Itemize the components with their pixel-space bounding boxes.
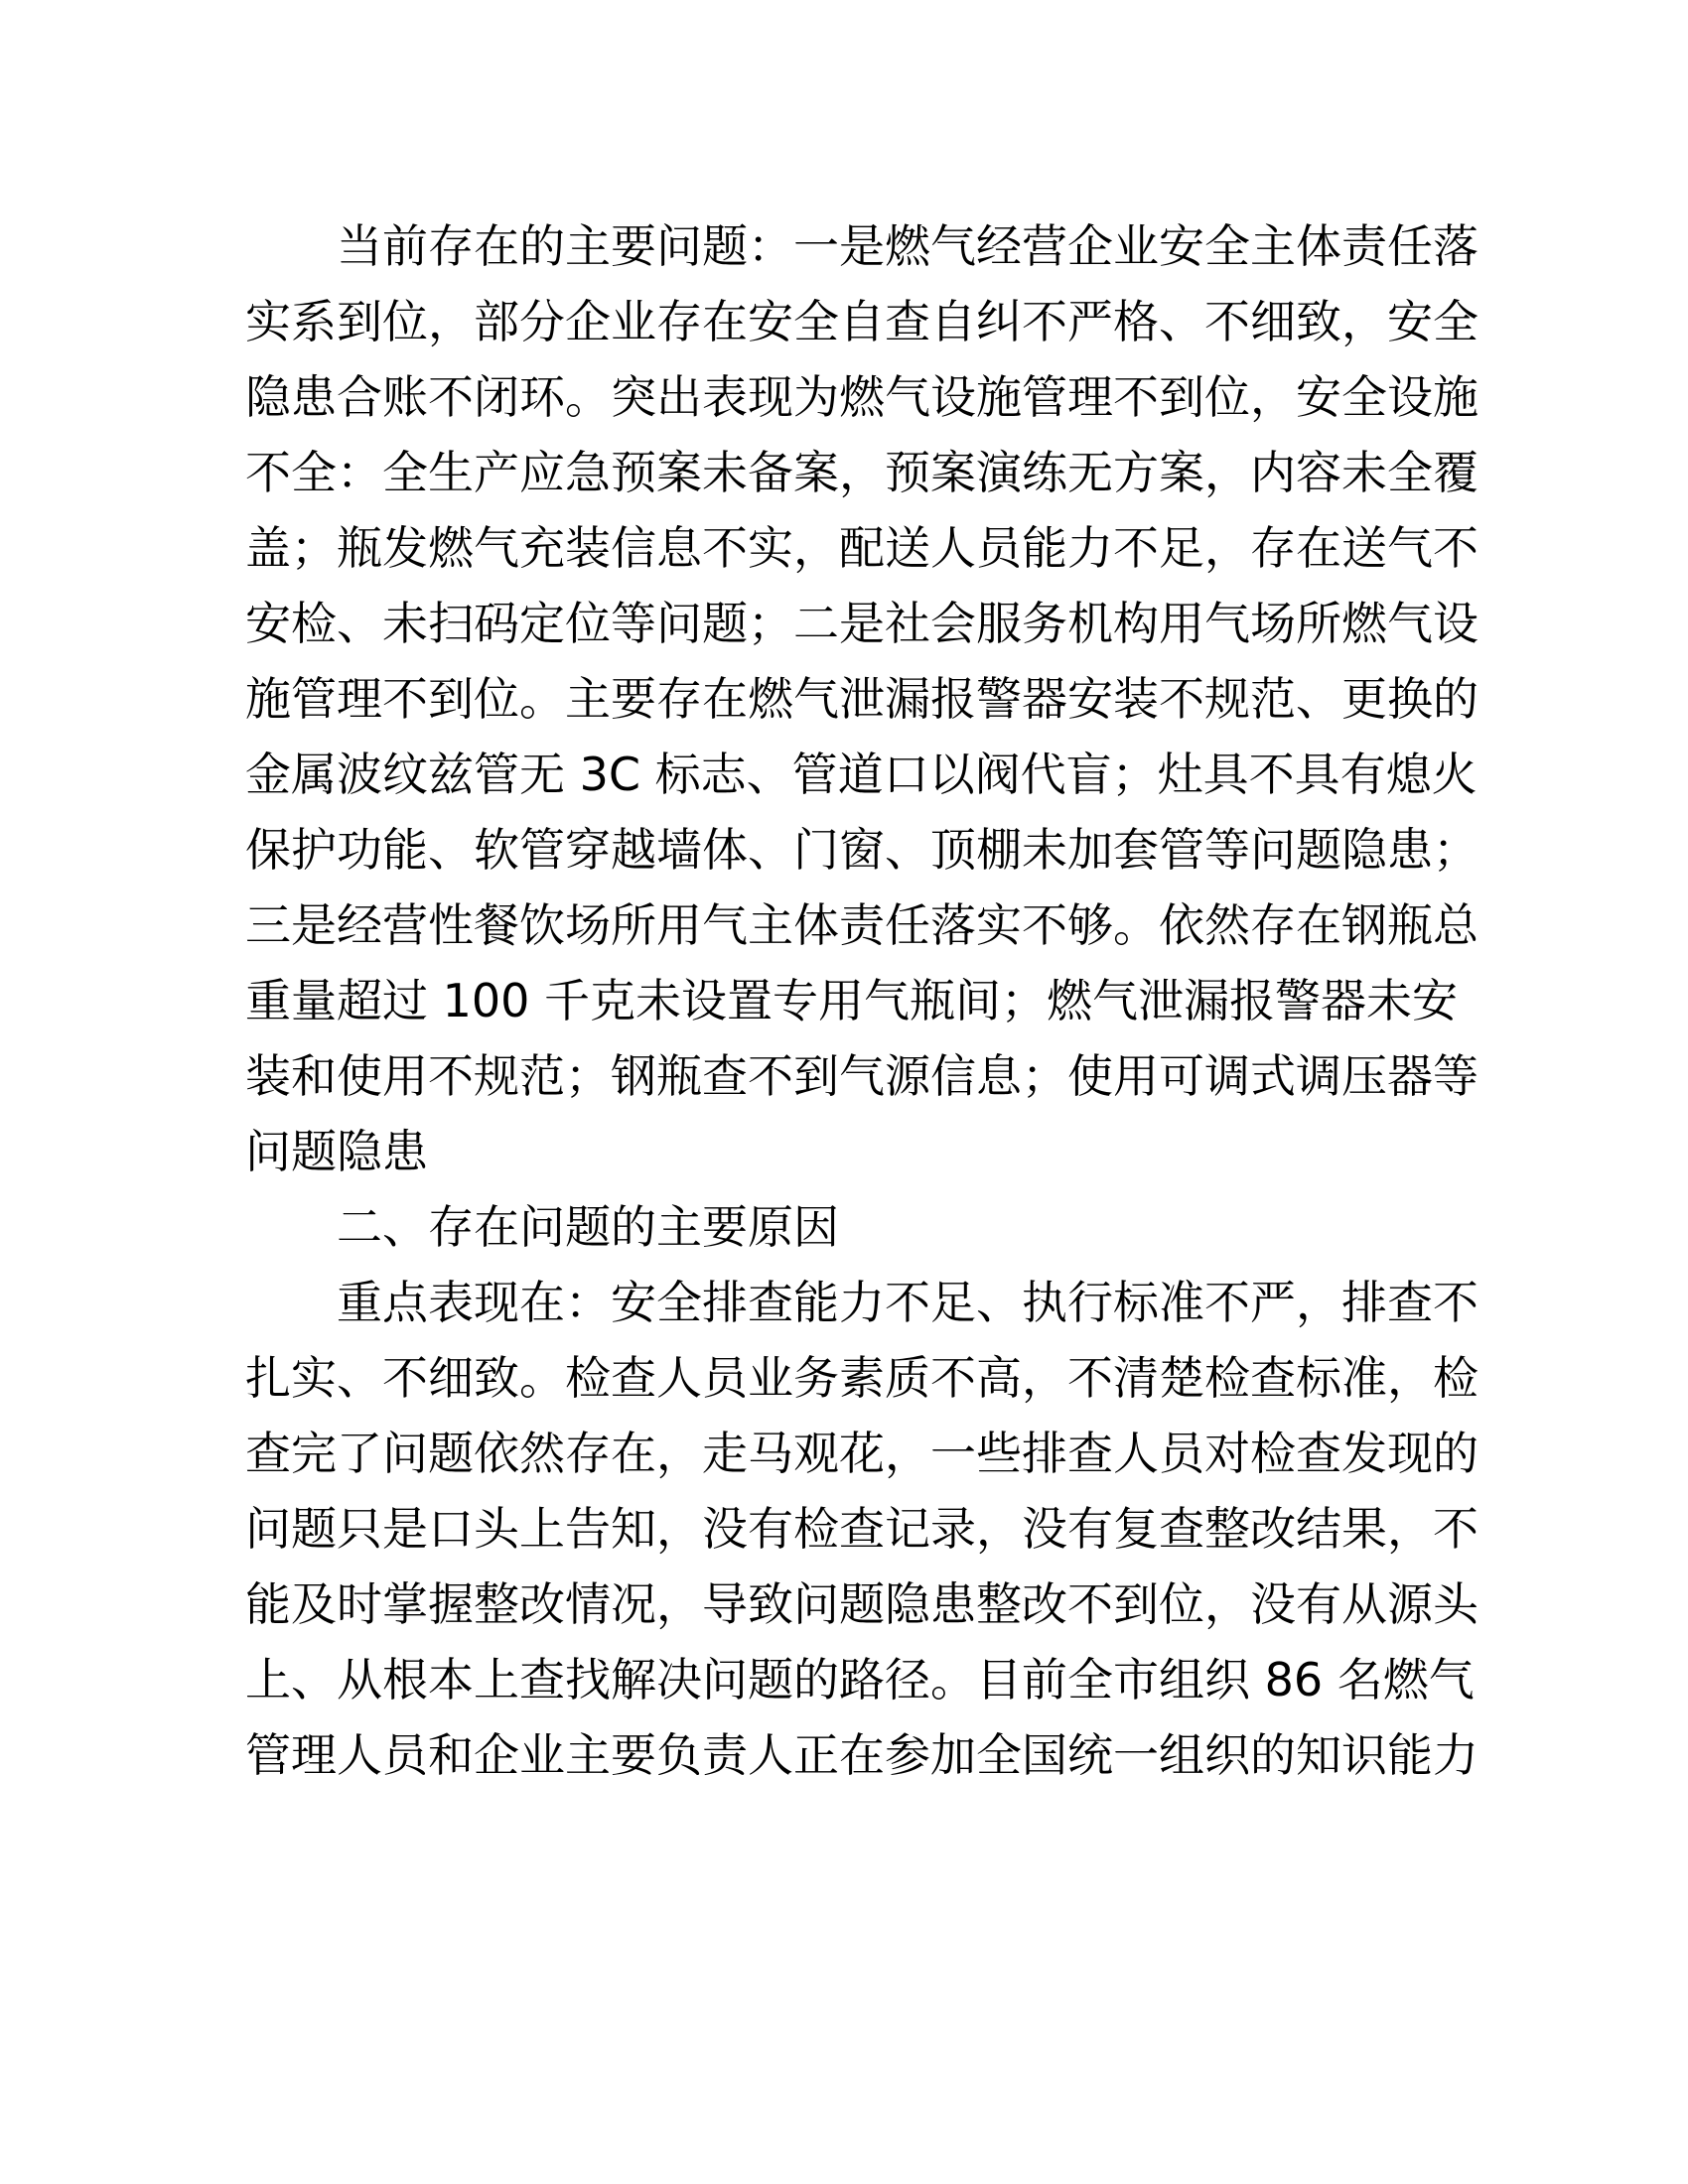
text-line: 重量超过 100 千克未设置专用气瓶间；燃气泄漏报警器未安 [245,974,1459,1027]
text-line: 查完了问题依然存在，走马观花，一些排查人员对检查发现的 [245,1427,1478,1480]
text-line: 金属波纹兹管无 3C 标志、管道口以阀代盲；灶具不具有熄火 [245,748,1477,801]
text-line: 三是经营性餐饮场所用气主体责任落实不够。依然存在钢瓶总 [245,898,1478,952]
text-line: 能及时掌握整改情况，导致问题隐患整改不到位，没有从源头 [245,1577,1478,1631]
text-line: 上、从根本上查找解决问题的路径。目前全市组织 86 名燃气 [245,1653,1475,1706]
paragraph-causes [245,1265,1478,1793]
text-line: 保护功能、软管穿越墙体、门窗、顶棚未加套管等问题隐患； [245,823,1478,877]
text-line: 安检、未扫码定位等问题；二是社会服务机构用气场所燃气设 [245,597,1478,650]
heading-line: 二、存在问题的主要原因 [245,1200,839,1254]
text-line: 当前存在的主要问题：一是燃气经营企业安全主体责任落 [245,219,1478,273]
text-line: 装和使用不规范；钢瓶查不到气源信息；使用可调式调压器等 [245,1049,1478,1103]
section-heading [245,1189,1437,1265]
document-page [245,208,1478,1793]
text-line: 不全：全生产应急预案未备案，预案演练无方案，内容未全覆 [245,446,1478,499]
text-line: 实系到位，部分企业存在安全自查自纠不严格、不细致，安全 [245,295,1478,348]
text-line: 问题隐患 [245,1125,428,1178]
text-line: 管理人员和企业主要负责人正在参加全国统一组织的知识能力 [245,1728,1478,1782]
text-line: 隐患合账不闭环。突出表现为燃气设施管理不到位，安全设施 [245,370,1478,424]
text-line: 扎实、不细致。检查人员业务素质不高，不清楚检查标准，检 [245,1351,1478,1405]
text-line: 盖；瓶发燃气充装信息不实，配送人员能力不足，存在送气不 [245,521,1478,575]
text-line: 问题只是口头上告知，没有检查记录，没有复查整改结果，不 [245,1502,1478,1556]
text-line: 施管理不到位。主要存在燃气泄漏报警器安装不规范、更换的 [245,672,1478,726]
paragraph-main-problems [245,208,1478,1189]
text-line: 重点表现在：安全排查能力不足、执行标准不严，排查不 [245,1276,1478,1329]
